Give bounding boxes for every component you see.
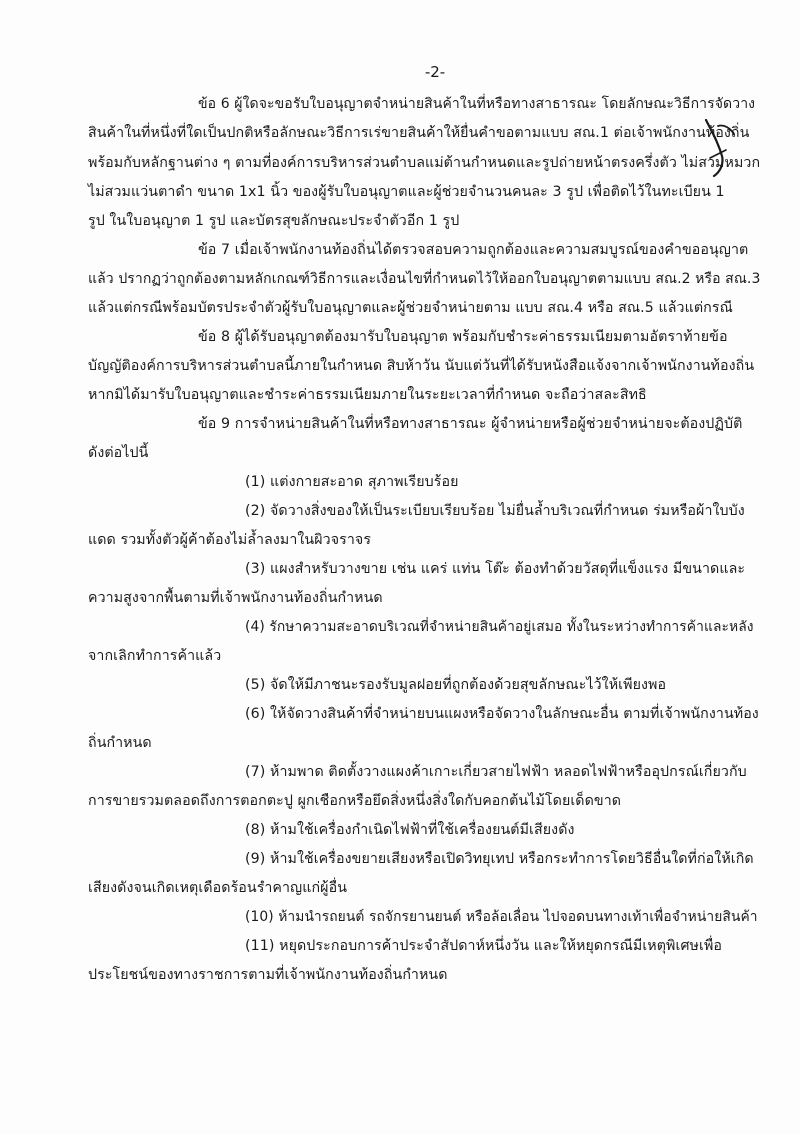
clause-6-line-4: ไม่สวมแว่นตาดำ ขนาด 1x1 นิ้ว ของผู้รับใบอนุญาตและผู้ช่วยจำนวนคนละ 3 รูป เพื่อติดไว้ในทะเบียน 1 bbox=[88, 184, 725, 200]
clause-7-line-3: แล้วแต่กรณีพร้อมบัตรประจำตัวผู้รับใบอนุญาตและผู้ช่วยจำหน่ายตาม แบบ สณ.4 หรือ สณ.5 แล้วแต่กรณี bbox=[88, 300, 733, 316]
item-6-line-1: (6) ให้จัดวางสินค้าที่จำหน่ายบนแผงหรือจัดวางในลักษณะอื่น ตามที่เจ้าพนักงานท้อง bbox=[245, 706, 759, 722]
clause-7-line-2: แล้ว ปรากฏว่าถูกต้องตามหลักเกณฑ์วิธีการและเงื่อนไขที่กำหนดไว้ให้ออกใบอนุญาตตามแบบ สณ.2 หรือ สณ.3 bbox=[88, 271, 761, 287]
clause-8-line-2: บัญญัติองค์การบริหารส่วนตำบลนี้ภายในกำหนด สิบห้าวัน นับแต่วันที่ได้รับหนังสือแจ้งจากเจ้าพนักงานท้องถิ่น bbox=[88, 358, 755, 374]
item-7-line-1: (7) ห้ามพาด ติดตั้งวางแผงค้าเกาะเกี่ยวสายไฟฟ้า หลอดไฟฟ้าหรืออุปกรณ์เกี่ยวกับ bbox=[245, 764, 747, 780]
item-2-line-1: (2) จัดวางสิ่งของให้เป็นระเบียบเรียบร้อย ไม่ยื่นล้ำบริเวณที่กำหนด ร่มหรือผ้าใบบัง bbox=[245, 503, 745, 519]
item-11-line-2: ประโยชน์ของทางราชการตามที่เจ้าพนักงานท้องถิ่นกำหนด bbox=[88, 967, 448, 983]
clause-6-line-2: สินค้าในที่หนึ่งที่ใดเป็นปกติหรือลักษณะวิธีการเร่ขายสินค้าให้ยื่นคำขอตามแบบ สณ.1 ต่อเจ้าพนักงานท้องถิ่น bbox=[88, 125, 750, 141]
item-8: (8) ห้ามใช้เครื่องกำเนิดไฟฟ้าที่ใช้เครื่องยนต์มีเสียงดัง bbox=[245, 822, 575, 838]
page-number: -2- bbox=[424, 63, 446, 81]
clause-6-line-1: ข้อ 6 ผู้ใดจะขอรับใบอนุญาตจำหน่ายสินค้าในที่หรือทางสาธารณะ โดยลักษณะวิธีการจัดวาง bbox=[198, 96, 756, 112]
item-3-line-2: ความสูงจากพื้นตามที่เจ้าพนักงานท้องถิ่นกำหนด bbox=[88, 590, 383, 606]
item-6-line-2: ถิ่นกำหนด bbox=[88, 735, 152, 751]
item-11-line-1: (11) หยุดประกอบการค้าประจำสัปดาห์หนึ่งวัน และให้หยุดกรณีมีเหตุพิเศษเพื่อ bbox=[245, 938, 723, 954]
clause-6-line-3: พร้อมกับหลักฐานต่าง ๆ ตามที่องค์การบริหารส่วนตำบลแม่ต้านกำหนดและรูปถ่ายหน้าตรงครึ่งตัว ไม่สวมหมวก bbox=[88, 155, 761, 171]
handwritten-pen-mark-icon bbox=[700, 112, 740, 182]
item-10: (10) ห้ามนำรถยนต์ รถจักรยานยนต์ หรือล้อเลื่อน ไปจอดบนทางเท้าเพื่อจำหน่ายสินค้า bbox=[245, 909, 758, 925]
clause-9-line-2: ดังต่อไปนี้ bbox=[88, 445, 149, 461]
item-2-line-2: แดด รวมทั้งตัวผู้ค้าต้องไม่ล้ำลงมาในผิวจราจร bbox=[88, 532, 372, 548]
clause-7-line-1: ข้อ 7 เมื่อเจ้าพนักงานท้องถิ่นได้ตรวจสอบความถูกต้องและความสมบูรณ์ของคำขออนุญาต bbox=[198, 242, 749, 258]
item-1: (1) แต่งกายสะอาด สุภาพเรียบร้อย bbox=[245, 474, 459, 490]
item-4-line-1: (4) รักษาความสะอาดบริเวณที่จำหน่ายสินค้าอยู่เสมอ ทั้งในระหว่างทำการค้าและหลัง bbox=[245, 619, 754, 635]
item-9-line-2: เสียงดังจนเกิดเหตุเดือดร้อนรำคาญแก่ผู้อื่น bbox=[88, 880, 348, 896]
clause-9-line-1: ข้อ 9 การจำหน่ายสินค้าในที่หรือทางสาธารณะ ผู้จำหน่ายหรือผู้ช่วยจำหน่ายจะต้องปฏิบัติ bbox=[198, 416, 743, 432]
item-3-line-1: (3) แผงสำหรับวางขาย เช่น แคร่ แท่น โต๊ะ ต้องทำด้วยวัสดุที่แข็งแรง มีขนาดและ bbox=[245, 561, 746, 577]
clause-8-line-1: ข้อ 8 ผู้ได้รับอนุญาตต้องมารับใบอนุญาต พร้อมกับชำระค่าธรรมเนียมตามอัตราท้ายข้อ bbox=[198, 329, 728, 345]
item-7-line-2: การขายรวมตลอดถึงการตอกตะปู ผูกเชือกหรือยึดสิ่งหนึ่งสิ่งใดกับคอกต้นไม้โดยเด็ดขาด bbox=[88, 793, 622, 809]
item-9-line-1: (9) ห้ามใช้เครื่องขยายเสียงหรือเปิดวิทยุเทป หรือกระทำการโดยวิธีอื่นใดที่ก่อให้เกิด bbox=[245, 851, 754, 867]
clause-6-line-5: รูป ในใบอนุญาต 1 รูป และบัตรสุขลักษณะประจำตัวอีก 1 รูป bbox=[88, 213, 460, 229]
item-5: (5) จัดให้มีภาชนะรองรับมูลฝอยที่ถูกต้องด้วยสุขลักษณะไว้ให้เพียงพอ bbox=[245, 677, 667, 693]
item-4-line-2: จากเลิกทำการค้าแล้ว bbox=[88, 648, 222, 664]
clause-8-line-3: หากมิได้มารับใบอนุญาตและชำระค่าธรรมเนียมภายในระยะเวลาที่กำหนด จะถือว่าสละสิทธิ bbox=[88, 387, 647, 403]
